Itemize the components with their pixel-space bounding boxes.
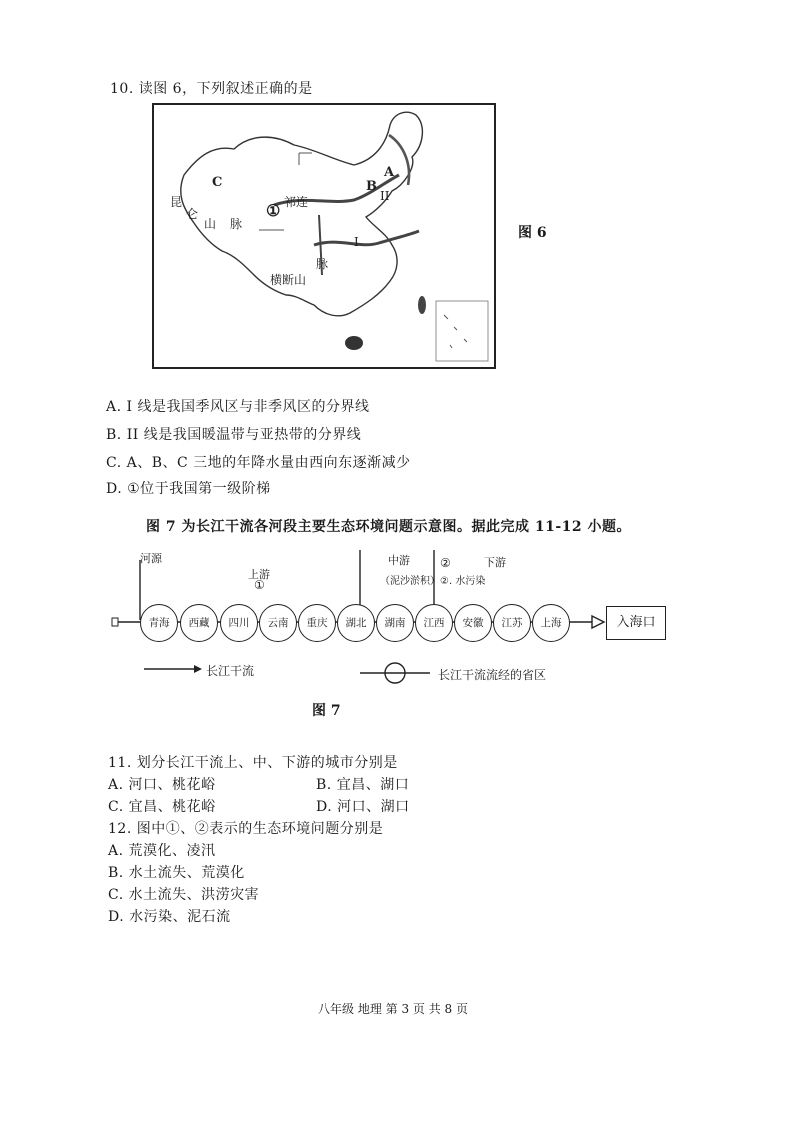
q11-option-c[interactable]: C. 宜昌、桃花峪	[108, 799, 216, 815]
map-label-kunlun-4: 脉	[230, 217, 243, 231]
province-node: 重庆	[298, 604, 336, 642]
q12-option-c[interactable]: C. 水土流失、洪涝灾害	[108, 887, 260, 903]
legend-region-symbol	[360, 662, 430, 684]
province-node: 西藏	[180, 604, 218, 642]
q12-option-d[interactable]: D. 水污染、泥石流	[108, 909, 231, 925]
fig7-intro: 图 7 为长江干流各河段主要生态环境问题示意图。据此完成 11-12 小题。	[146, 519, 632, 535]
q11-stem: 11. 划分长江干流上、中、下游的城市分别是	[108, 755, 398, 771]
legend-flow-label: 长江干流	[206, 664, 255, 678]
province-node: 四川	[220, 604, 258, 642]
fig7-label-upper: 上游	[248, 568, 270, 581]
q10-stem: 10. 读图 6，下列叙述正确的是	[110, 81, 313, 97]
map-label-qilian: 祁连	[284, 195, 309, 209]
china-map-figure	[152, 103, 496, 369]
page-footer: 八年级 地理 第 3 页 共 8 页	[318, 1002, 468, 1016]
fig7-label-middle-sub: （泥沙淤积）	[380, 576, 440, 587]
q11-option-d[interactable]: D. 河口、湖口	[316, 799, 410, 815]
q11-option-a[interactable]: A. 河口、桃花峪	[108, 777, 216, 793]
q10-option-d[interactable]: D. ①位于我国第一级阶梯	[106, 481, 271, 497]
province-node: 湖北	[337, 604, 375, 642]
province-node: 湖南	[376, 604, 414, 642]
province-node: 江西	[415, 604, 453, 642]
province-node: 安徽	[454, 604, 492, 642]
map-label-kunlun-1: 昆	[170, 195, 183, 209]
map-label-kunlun-2: 仑	[186, 207, 199, 221]
figure-7-caption: 图 7	[312, 703, 341, 719]
fig7-label-middle: 中游	[388, 554, 410, 567]
legend-flow-arrow	[144, 662, 204, 676]
figure-6-label: 图 6	[518, 225, 547, 241]
q10-option-b[interactable]: B. II 线是我国暖温带与亚热带的分界线	[106, 427, 362, 443]
map-label-kunlun-3: 山	[204, 217, 217, 231]
q12-stem: 12. 图中①、②表示的生态环境问题分别是	[108, 821, 384, 837]
map-label-b: B	[366, 179, 377, 194]
province-node: 青海	[140, 604, 178, 642]
map-label-hengduan: 横断山	[270, 273, 307, 287]
q10-option-c[interactable]: C. A、B、C 三地的年降水量由西向东逐渐减少	[106, 455, 411, 471]
province-node: 江苏	[493, 604, 531, 642]
map-label-c: C	[212, 175, 223, 190]
fig7-label-circle2: ②	[440, 556, 451, 570]
q11-option-b[interactable]: B. 宜昌、湖口	[316, 777, 410, 793]
legend-region-label: 长江干流流经的省区	[438, 668, 547, 682]
province-node: 上海	[532, 604, 570, 642]
fig7-label-lower-sub: ②. 水污染	[440, 576, 486, 587]
map-label-circle-1: ①	[266, 201, 281, 220]
map-label-a: A	[384, 165, 395, 180]
map-label-line-i: I	[354, 235, 359, 249]
map-label-hengduan-mai: 脉	[316, 257, 329, 271]
fig7-label-lower: 下游	[484, 556, 506, 569]
fig7-label-circle1: ①	[254, 578, 265, 592]
q10-option-a[interactable]: A. I 线是我国季风区与非季风区的分界线	[106, 399, 370, 415]
q12-option-b[interactable]: B. 水土流失、荒漠化	[108, 865, 245, 881]
fig7-label-source: 河源	[140, 552, 162, 565]
estuary-box: 入海口	[606, 606, 666, 640]
china-map-outline	[154, 105, 494, 367]
q12-option-a[interactable]: A. 荒漠化、凌汛	[108, 843, 216, 859]
map-label-line-ii: II	[380, 189, 390, 203]
province-node: 云南	[259, 604, 297, 642]
